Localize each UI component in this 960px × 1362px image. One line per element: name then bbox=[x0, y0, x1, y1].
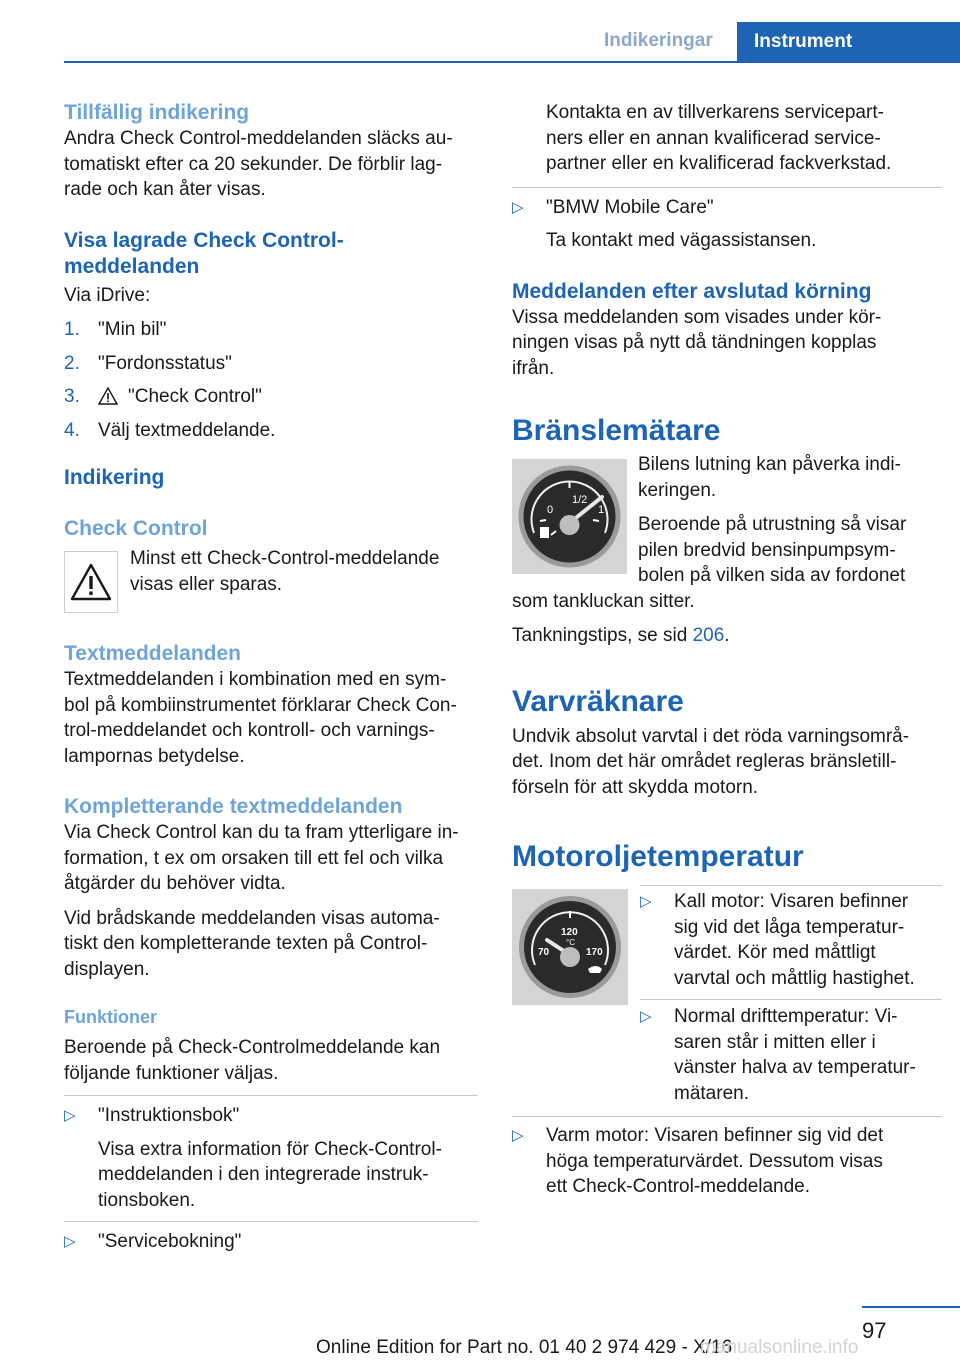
list-item bbox=[640, 1004, 942, 1106]
oil-gauge-label-70: 70 bbox=[538, 947, 550, 958]
divider bbox=[640, 885, 942, 886]
oil-gauge-label-170: 170 bbox=[586, 947, 603, 958]
komp-line: Vid brådskande meddelanden visas automa- bbox=[64, 907, 440, 929]
fuel-gauge-label-1: 1 bbox=[598, 504, 605, 516]
efter-line: ningen visas på nytt då tändningen kopplas bbox=[512, 332, 877, 353]
list-text: "Min bil" bbox=[98, 319, 167, 340]
list-item bbox=[512, 195, 942, 254]
service-line: partner eller en kvalificerad fackverkstad. bbox=[546, 153, 892, 174]
list-title: "Servicebokning" bbox=[98, 1231, 242, 1252]
service-desc bbox=[512, 100, 942, 177]
heading-indikering: Indikering bbox=[64, 466, 165, 489]
komp-line: displayen. bbox=[64, 958, 150, 980]
list-item-body bbox=[546, 195, 816, 254]
olje-list bbox=[640, 885, 942, 1106]
tips-text: Tankningstips, se sid bbox=[512, 625, 693, 646]
list-desc: meddelanden i den integrerade instruk- bbox=[98, 1164, 429, 1185]
heading-visa-line: Visa lagrade Check Control- bbox=[64, 228, 344, 252]
check-control-line: Minst ett Check-Control-meddelande bbox=[130, 548, 440, 569]
olje-line: Normal drifttemperatur: Vi- bbox=[674, 1006, 898, 1027]
olje-line: saren står i mitten eller i bbox=[674, 1031, 876, 1053]
heading-motoroljetemperatur: Motoroljetemperatur bbox=[512, 840, 804, 873]
footer-rule bbox=[862, 1306, 960, 1308]
olje-row bbox=[512, 885, 942, 1106]
list-item bbox=[64, 351, 478, 377]
komp-line: formation, t ex om orsaken till ett fel och vilka bbox=[64, 847, 444, 869]
divider bbox=[512, 187, 942, 188]
fuel-gauge-label-0: 0 bbox=[547, 504, 554, 516]
olje-wide-line: Varm motor: Visaren befinner sig vid det bbox=[546, 1125, 884, 1146]
varv-line: förseln för att skydda motorn. bbox=[512, 776, 759, 798]
fuel-pump-icon bbox=[540, 527, 549, 538]
bransle-text bbox=[638, 452, 906, 589]
list-desc: tionsboken. bbox=[98, 1189, 196, 1211]
bransle-line: Bilens lutning kan påverka indi- bbox=[638, 454, 901, 475]
check-control-row bbox=[64, 546, 478, 613]
heading-textmeddelanden: Textmeddelanden bbox=[64, 642, 241, 665]
heading-varvraknare: Varvräknare bbox=[512, 684, 684, 718]
list-item bbox=[64, 1229, 478, 1255]
list-number: 3. bbox=[64, 386, 80, 407]
heading-tillfallig: Tillfällig indikering bbox=[64, 101, 250, 124]
triangle-bullet-icon: ▷ bbox=[640, 893, 652, 910]
funk-line: följande funktioner väljas. bbox=[64, 1062, 279, 1084]
list-desc: Visa extra information för Check-Control- bbox=[98, 1138, 442, 1160]
heading-funktioner: Funktioner bbox=[64, 1007, 157, 1027]
list-number: 1. bbox=[64, 319, 80, 340]
efter-line: ifrån. bbox=[512, 357, 555, 379]
olje-line: mätaren. bbox=[674, 1082, 749, 1104]
olje-line: sig vid det låga temperatur- bbox=[674, 916, 905, 938]
list-title: "BMW Mobile Care" bbox=[546, 196, 714, 218]
varv-line: Undvik absolut varvtal i det röda varningsområ- bbox=[512, 725, 910, 747]
triangle-bullet-icon: ▷ bbox=[512, 1127, 524, 1144]
header-tab: Instrument bbox=[737, 22, 960, 61]
efter-line: Vissa meddelanden som visades under kör- bbox=[512, 306, 882, 328]
divider bbox=[640, 999, 942, 1000]
tips-suffix: . bbox=[724, 625, 730, 646]
check-control-line: visas eller sparas. bbox=[130, 573, 283, 595]
list-title: "Instruktionsbok" bbox=[98, 1105, 240, 1126]
list-text: "Check Control" bbox=[128, 386, 262, 407]
list-item bbox=[512, 1123, 942, 1200]
tillfallig-line: Andra Check Control-meddelanden släcks au- bbox=[64, 128, 453, 149]
heading-visa bbox=[64, 228, 478, 280]
bransle-line: som tankluckan sitter. bbox=[512, 590, 695, 612]
header-section: Indikeringar bbox=[604, 30, 713, 51]
heading-kompletterande: Kompletterande textmeddelanden bbox=[64, 795, 403, 818]
bransle-line: Beroende på utrustning så visar bbox=[638, 514, 907, 535]
heading-meddelanden-efter: Meddelanden efter avslutad körning bbox=[512, 279, 872, 303]
list-item-body bbox=[674, 889, 915, 991]
divider bbox=[512, 1116, 942, 1117]
triangle-bullet-icon: ▷ bbox=[512, 198, 524, 216]
list-item-body bbox=[546, 1123, 883, 1200]
olje-wide-line: ett Check-Control-meddelande. bbox=[546, 1176, 811, 1197]
bransle-line: keringen. bbox=[638, 479, 717, 501]
fuel-gauge-label-half: 1/2 bbox=[572, 494, 588, 506]
komp-line: åtgärder du behöver vidta. bbox=[64, 873, 286, 894]
olje-line: varvtal och måttlig hastighet. bbox=[674, 967, 915, 989]
tillfallig-line: rade och kan åter visas. bbox=[64, 179, 266, 200]
komp-line: tiskt den kompletterande texten på Control- bbox=[64, 933, 428, 954]
list-item-body bbox=[674, 1004, 916, 1106]
fuel-gauge-image bbox=[512, 459, 627, 574]
service-line: Kontakta en av tillverkarens servicepart- bbox=[546, 102, 884, 123]
right-column bbox=[512, 100, 942, 1200]
textmedd-line: Textmeddelanden i kombination med en sym- bbox=[64, 669, 447, 690]
olje-wide-line: höga temperaturvärdet. Dessutom visas bbox=[546, 1150, 883, 1172]
list-number: 2. bbox=[64, 352, 80, 374]
olje-line: Kall motor: Visaren befinner bbox=[674, 891, 909, 912]
list-item-body bbox=[98, 1103, 442, 1213]
funk-line: Beroende på Check-Controlmeddelande kan bbox=[64, 1037, 441, 1058]
footer-watermark: manualsonline.info bbox=[700, 1337, 859, 1358]
oil-gauge-label-120: 120 bbox=[561, 927, 578, 938]
check-control-text bbox=[130, 546, 439, 613]
triangle-bullet-icon: ▷ bbox=[64, 1233, 76, 1250]
list-number: 4. bbox=[64, 419, 80, 441]
olje-line: vänster halva av temperatur- bbox=[674, 1057, 916, 1078]
page-link-206[interactable]: 206 bbox=[692, 625, 725, 646]
komp-line: Via Check Control kan du ta fram ytterligare in- bbox=[64, 822, 459, 843]
warning-triangle-icon bbox=[64, 551, 118, 613]
list-item bbox=[64, 418, 478, 444]
header-rule bbox=[64, 61, 960, 63]
triangle-bullet-icon: ▷ bbox=[64, 1107, 76, 1124]
olje-line: värdet. Kör med måttligt bbox=[674, 942, 876, 963]
page-number: 97 bbox=[862, 1318, 887, 1343]
oil-gauge-unit: °C bbox=[566, 938, 575, 947]
divider bbox=[64, 1095, 478, 1096]
bransle-line: bolen på vilken sida av fordonet bbox=[638, 565, 906, 586]
left-column bbox=[64, 100, 478, 1255]
divider bbox=[64, 1221, 478, 1222]
list-text: Välj textmeddelande. bbox=[98, 419, 276, 441]
heading-check-control: Check Control bbox=[64, 517, 208, 540]
footer-edition: Online Edition for Part no. 01 40 2 974 429 - X/16 bbox=[316, 1337, 733, 1358]
varv-line: det. Inom det här området regleras bränsletill- bbox=[512, 751, 897, 772]
service-line: ners eller en annan kvalificerad service- bbox=[546, 127, 881, 149]
list-desc: Ta kontakt med vägassistansen. bbox=[546, 230, 817, 251]
tankningstips bbox=[512, 623, 942, 649]
textmedd-line: lampornas betydelse. bbox=[64, 745, 245, 767]
visa-intro: Via iDrive: bbox=[64, 284, 151, 306]
list-item bbox=[64, 1103, 478, 1213]
textmedd-line: trol-meddelandet och kontroll- och varnings- bbox=[64, 720, 435, 741]
list-item bbox=[64, 384, 478, 410]
list-item bbox=[640, 889, 942, 991]
list-text: "Fordonsstatus" bbox=[98, 352, 232, 374]
triangle-bullet-icon: ▷ bbox=[640, 1008, 652, 1025]
warning-triangle-icon bbox=[98, 387, 120, 413]
heading-visa-line: meddelanden bbox=[64, 254, 200, 278]
textmedd-line: bol på kombiinstrumentet förklarar Check Con- bbox=[64, 694, 457, 716]
bransle-line: pilen bredvid bensinpumpsym- bbox=[638, 539, 896, 561]
list-item bbox=[64, 317, 478, 343]
heading-branslematare: Bränslemätare bbox=[512, 414, 721, 447]
bransle-row bbox=[512, 452, 942, 589]
tillfallig-line: tomatiskt efter ca 20 sekunder. De förblir lag- bbox=[64, 153, 443, 175]
oil-temp-gauge-image bbox=[512, 889, 628, 1005]
